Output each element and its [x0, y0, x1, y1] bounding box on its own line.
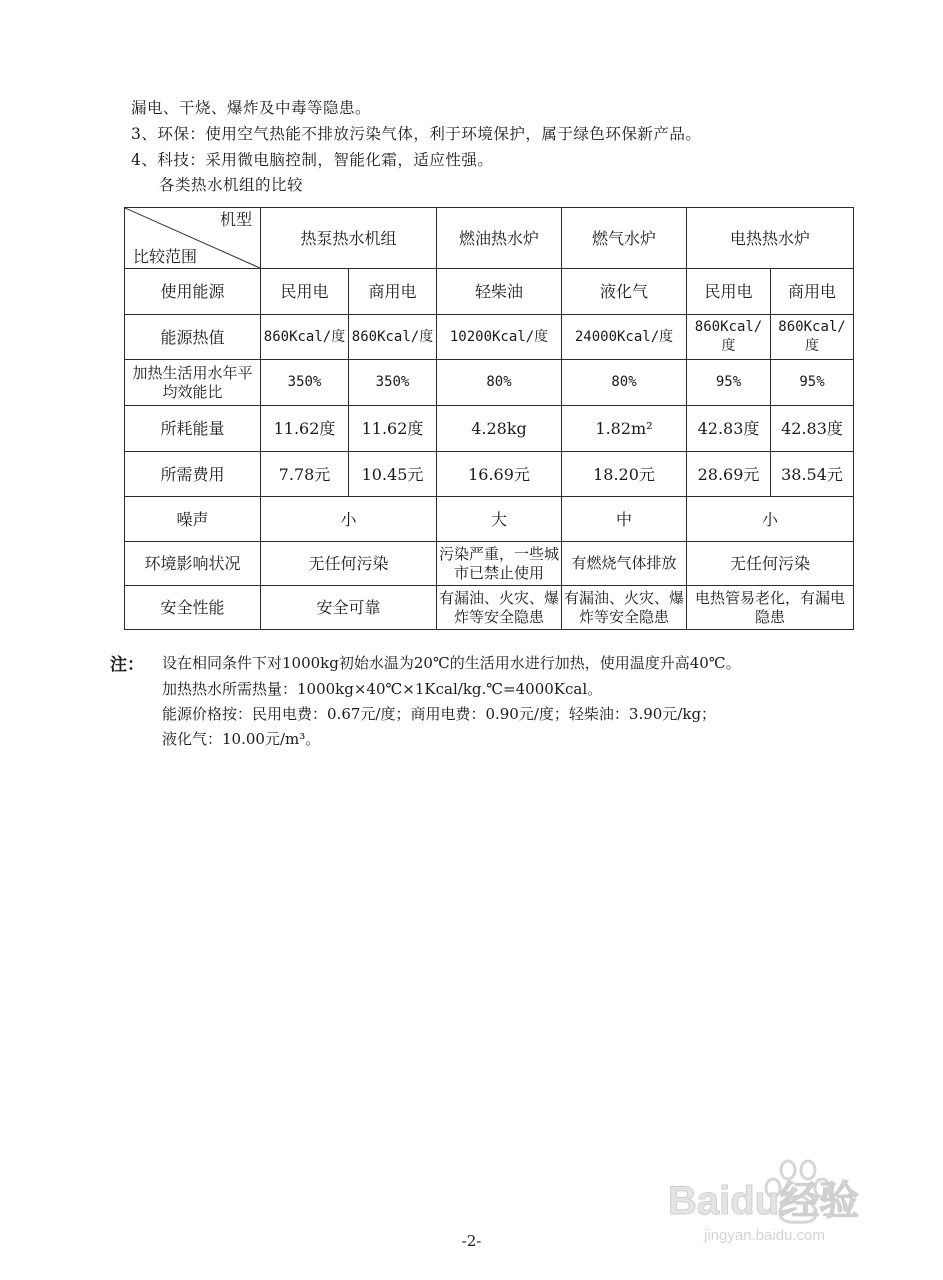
watermark-url: jingyan.baidu.com [704, 1227, 825, 1244]
row-heat-value [125, 315, 854, 360]
table-header-row [125, 208, 854, 269]
table-cell: 大 [437, 497, 562, 542]
note-line-1: 设在相同条件下对1000kg初始水温为20℃的生活用水进行加热，使用温度升高40℃。 [162, 654, 741, 672]
row-efficiency [125, 360, 854, 406]
table-cell: 1.82m² [562, 406, 687, 452]
table-cell: 350% [349, 360, 437, 406]
row-label: 所需费用 [125, 452, 261, 497]
note-label: 注： [110, 655, 144, 675]
table-cell: 860Kcal/度 [261, 315, 349, 360]
intro-line-3: 4、科技：采用微电脑控制，智能化霜，适应性强。 [131, 151, 494, 169]
table-cell: 16.69元 [437, 452, 562, 497]
row-label: 所耗能量 [125, 406, 261, 452]
row-label: 加热生活用水年平均效能比 [125, 360, 261, 406]
table-cell: 860Kcal/度 [687, 315, 771, 360]
table-cell: 污染严重，一些城市已禁止使用 [437, 542, 562, 586]
table-cell: 液化气 [562, 269, 687, 315]
header-heat-pump: 热泵热水机组 [261, 208, 437, 269]
row-noise [125, 497, 854, 542]
table-cell: 7.78元 [261, 452, 349, 497]
row-environment [125, 542, 854, 586]
table-cell: 95% [687, 360, 771, 406]
header-gas-boiler: 燃气水炉 [562, 208, 687, 269]
table-cell: 10200Kcal/度 [437, 315, 562, 360]
table-cell: 860Kcal/度 [771, 315, 854, 360]
table-cell: 10.45元 [349, 452, 437, 497]
table-cell: 24000Kcal/度 [562, 315, 687, 360]
table-cell: 4.28kg [437, 406, 562, 452]
table-cell: 无任何污染 [261, 542, 437, 586]
header-oil-boiler: 燃油热水炉 [437, 208, 562, 269]
table-cell: 18.20元 [562, 452, 687, 497]
table-cell: 42.83度 [687, 406, 771, 452]
table-cell: 350% [261, 360, 349, 406]
table-cell: 商用电 [349, 269, 437, 315]
row-safety [125, 586, 854, 630]
row-cost [125, 452, 854, 497]
table-cell: 民用电 [687, 269, 771, 315]
table-cell: 安全可靠 [261, 586, 437, 630]
table-cell: 42.83度 [771, 406, 854, 452]
corner-top-label: 机型 [219, 210, 252, 229]
table-cell: 11.62度 [349, 406, 437, 452]
table-cell: 小 [687, 497, 854, 542]
row-label: 使用能源 [125, 269, 261, 315]
watermark-brand: Baidu经验 [668, 1179, 860, 1223]
header-electric-boiler: 电热热水炉 [687, 208, 854, 269]
table-cell: 有燃烧气体排放 [562, 542, 687, 586]
table-cell: 80% [437, 360, 562, 406]
table-cell: 80% [562, 360, 687, 406]
table-cell: 11.62度 [261, 406, 349, 452]
row-consumption [125, 406, 854, 452]
row-label: 安全性能 [125, 586, 261, 630]
row-label: 环境影响状况 [125, 542, 261, 586]
note-line-4: 液化气：10.00元/m³。 [162, 730, 321, 748]
corner-bottom-label: 比较范围 [133, 247, 198, 266]
table-cell: 民用电 [261, 269, 349, 315]
note-line-3: 能源价格按：民用电费：0.67元/度；商用电费：0.90元/度；轻柴油：3.90元/kg； [162, 705, 717, 723]
table-cell: 28.69元 [687, 452, 771, 497]
comparison-table [124, 207, 854, 630]
table-cell: 有漏油、火灾、爆炸等安全隐患 [437, 586, 562, 630]
table-cell: 电热管易老化，有漏电隐患 [687, 586, 854, 630]
row-label: 能源热值 [125, 315, 261, 360]
row-label: 噪声 [125, 497, 261, 542]
table-cell: 商用电 [771, 269, 854, 315]
intro-line-2: 3、环保：使用空气热能不排放污染气体，利于环境保护，属于绿色环保新产品。 [131, 125, 702, 143]
table-cell: 95% [771, 360, 854, 406]
corner-cell [125, 208, 261, 269]
intro-line-1: 漏电、干烧、爆炸及中毒等隐患。 [131, 99, 372, 117]
table-cell: 无任何污染 [687, 542, 854, 586]
table-cell: 小 [261, 497, 437, 542]
table-cell: 有漏油、火灾、爆炸等安全隐患 [562, 586, 687, 630]
page-number: -2- [461, 1232, 482, 1250]
row-energy-source [125, 269, 854, 315]
table-caption: 各类热水机组的比较 [159, 176, 304, 194]
table-cell: 中 [562, 497, 687, 542]
table-cell: 轻柴油 [437, 269, 562, 315]
table-cell: 860Kcal/度 [349, 315, 437, 360]
note-line-2: 加热热水所需热量：1000kg×40℃×1Kcal/kg.℃=4000Kcal。 [162, 680, 603, 698]
table-cell: 38.54元 [771, 452, 854, 497]
